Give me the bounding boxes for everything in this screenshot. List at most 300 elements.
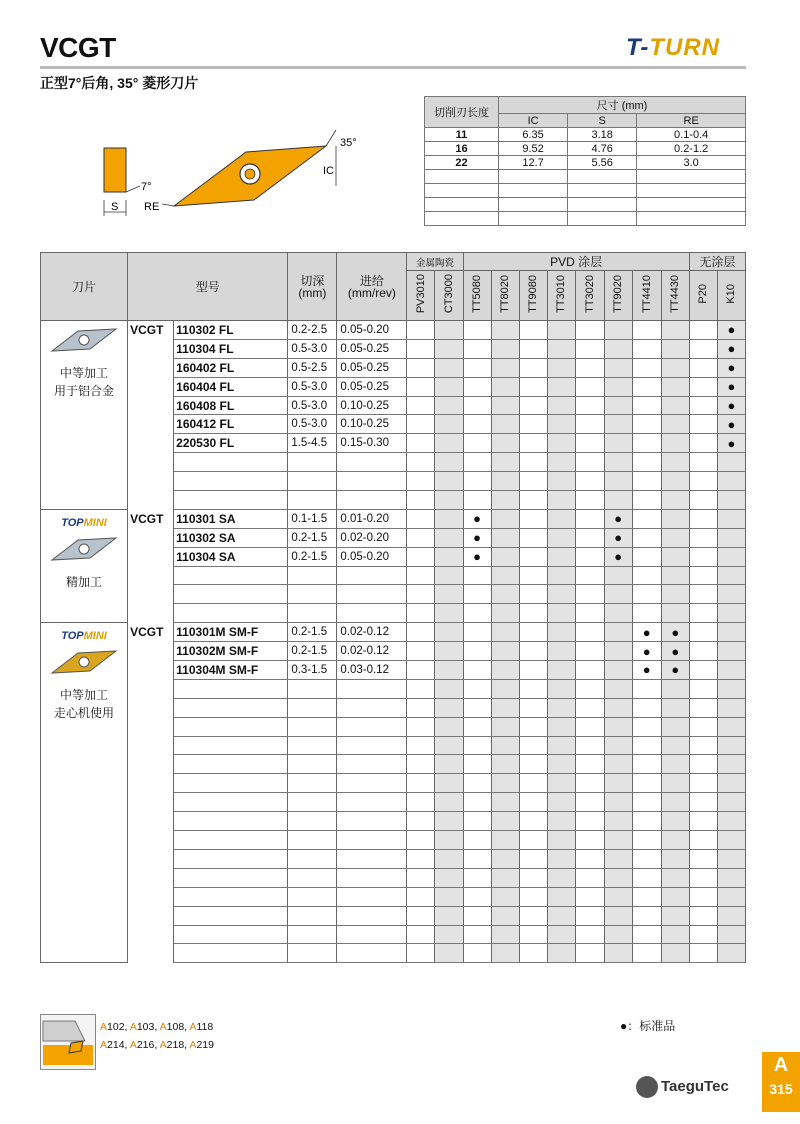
model-prefix — [128, 642, 174, 661]
grade-cell — [491, 528, 519, 547]
grade-label: TT9080 — [527, 275, 540, 313]
grade-cell — [491, 642, 519, 661]
category-label-1: 中等加工 — [60, 366, 109, 380]
dim-s: 4.76 — [568, 142, 637, 156]
grade-cell — [575, 528, 604, 547]
model-code: 110302M SM-F — [174, 642, 288, 661]
grade-cell — [407, 434, 435, 453]
toolholder-thumbnail — [40, 1014, 96, 1070]
depth-value: 1.5-4.5 — [288, 434, 337, 453]
table-row-empty — [41, 812, 746, 831]
grade-cell — [604, 661, 632, 680]
grade-cell — [689, 528, 717, 547]
grade-cell — [519, 377, 547, 396]
table-row — [41, 434, 746, 453]
grade-cell — [435, 547, 463, 566]
ref-letter: A — [129, 1021, 137, 1033]
grade-cell — [575, 396, 604, 415]
grade-cell — [575, 339, 604, 358]
model-code: 110304 SA — [174, 547, 288, 566]
depth-value: 0.5-3.0 — [288, 377, 337, 396]
grade-cell — [604, 642, 632, 661]
model-prefix — [128, 358, 174, 377]
grade-cell — [407, 377, 435, 396]
table-row-empty — [41, 849, 746, 868]
table-row-empty — [41, 566, 746, 585]
ref-letter: A — [159, 1021, 167, 1033]
depth-value: 0.2-1.5 — [288, 547, 337, 566]
grade-cell — [717, 509, 745, 528]
grade-cell — [717, 661, 745, 680]
grade-cell — [689, 509, 717, 528]
grade-cell — [632, 339, 661, 358]
table-row — [41, 396, 746, 415]
grade-cell — [632, 396, 661, 415]
table-row-empty — [41, 717, 746, 736]
table-row — [41, 509, 746, 528]
dim-row — [425, 128, 746, 142]
grade-cell — [547, 377, 575, 396]
model-code: 110301M SM-F — [174, 623, 288, 642]
grade-header — [435, 271, 463, 321]
model-prefix — [128, 377, 174, 396]
grade-cell — [435, 661, 463, 680]
grade-cell — [717, 528, 745, 547]
grade-cell — [689, 642, 717, 661]
dim-edge: 11 — [425, 128, 499, 142]
company-logo — [636, 1076, 729, 1098]
title-divider — [40, 66, 746, 69]
grade-label: TT9020 — [612, 275, 625, 313]
table-row-empty — [41, 906, 746, 925]
grade-cell — [435, 339, 463, 358]
table-row — [41, 661, 746, 680]
grade-cell — [463, 434, 491, 453]
insert-photo — [41, 534, 127, 569]
grade-label: TT5080 — [471, 275, 484, 313]
grade-cell — [463, 339, 491, 358]
grade-cell — [491, 434, 519, 453]
grade-cell — [407, 528, 435, 547]
table-row-empty — [41, 925, 746, 944]
dim-row-empty — [425, 184, 746, 198]
grade-cell — [661, 434, 689, 453]
insert-photo — [41, 647, 127, 682]
header-model: 型号 — [128, 253, 288, 321]
model-code: 110302 FL — [174, 321, 288, 340]
table-row-empty — [41, 585, 746, 604]
dim-ic: 6.35 — [499, 128, 568, 142]
grade-label: TT4410 — [640, 275, 653, 313]
header-depth: 切深 (mm) — [288, 253, 337, 321]
grade-cell — [604, 434, 632, 453]
feed-value: 0.10-0.25 — [337, 415, 407, 434]
label-s: S — [111, 201, 119, 213]
depth-value: 0.2-2.5 — [288, 321, 337, 340]
dim-header-re: RE — [637, 114, 746, 128]
label-ic: IC — [323, 165, 334, 177]
grade-cell — [519, 509, 547, 528]
model-prefix — [128, 547, 174, 566]
grade-cell: ● — [717, 396, 745, 415]
dim-row — [425, 156, 746, 170]
grade-cell — [575, 623, 604, 642]
grade-cell — [632, 377, 661, 396]
grade-cell — [604, 377, 632, 396]
ref-letter: A — [159, 1039, 167, 1051]
table-row — [41, 547, 746, 566]
ref-number: 118 — [196, 1021, 214, 1033]
grade-cell — [661, 547, 689, 566]
feed-value: 0.02-0.12 — [337, 642, 407, 661]
grade-cell — [519, 661, 547, 680]
grade-cell: ● — [632, 661, 661, 680]
grade-cell — [435, 377, 463, 396]
header-pvd: PVD 涂层 — [463, 253, 689, 271]
grade-header — [604, 271, 632, 321]
feed-value: 0.15-0.30 — [337, 434, 407, 453]
grade-cell — [407, 661, 435, 680]
grade-cell — [689, 434, 717, 453]
grade-cell — [661, 396, 689, 415]
grade-cell — [519, 528, 547, 547]
dim-edge: 22 — [425, 156, 499, 170]
table-row-empty — [41, 944, 746, 963]
ref-letter: A — [189, 1021, 197, 1033]
grade-cell — [519, 321, 547, 340]
dim-ic: 9.52 — [499, 142, 568, 156]
ref-line-2: A214, A216, A218, A219 — [100, 1039, 214, 1051]
grade-label: CT3000 — [443, 274, 455, 314]
grade-cell: ● — [463, 547, 491, 566]
grade-cell — [717, 623, 745, 642]
model-prefix: VCGT — [128, 623, 174, 642]
grade-cell — [575, 377, 604, 396]
model-code: 160412 FL — [174, 415, 288, 434]
table-row-empty — [41, 491, 746, 510]
table-row-empty — [41, 793, 746, 812]
dim-header-ic: IC — [499, 114, 568, 128]
grade-header — [491, 271, 519, 321]
grade-cell — [632, 358, 661, 377]
grade-cell — [491, 661, 519, 680]
grade-label: TT8020 — [499, 275, 512, 313]
grade-cell — [717, 642, 745, 661]
table-row-empty — [41, 472, 746, 491]
dim-header-size: 尺寸 (mm) — [499, 97, 746, 114]
brand-logo — [626, 34, 720, 62]
grade-cell — [632, 415, 661, 434]
grade-cell — [463, 623, 491, 642]
table-row-empty — [41, 604, 746, 623]
depth-value: 0.2-1.5 — [288, 528, 337, 547]
grade-cell — [435, 415, 463, 434]
grade-cell — [689, 623, 717, 642]
grade-cell — [491, 415, 519, 434]
dim-re: 3.0 — [637, 156, 746, 170]
grade-cell — [661, 339, 689, 358]
grade-cell — [407, 396, 435, 415]
grade-cell — [604, 396, 632, 415]
grade-header — [661, 271, 689, 321]
page-number: 315 — [769, 1081, 793, 1097]
grade-cell — [491, 339, 519, 358]
model-prefix — [128, 396, 174, 415]
grade-cell — [547, 661, 575, 680]
grade-cell: ● — [463, 528, 491, 547]
grade-cell: ● — [463, 509, 491, 528]
label-side-angle: 7° — [141, 181, 152, 193]
header-insert: 刀片 — [41, 253, 128, 321]
table-row-empty — [41, 774, 746, 793]
dim-row-empty — [425, 212, 746, 226]
grade-cell — [547, 623, 575, 642]
feed-value: 0.05-0.20 — [337, 321, 407, 340]
grade-cell — [689, 415, 717, 434]
model-prefix — [128, 339, 174, 358]
grade-cell — [575, 415, 604, 434]
grade-cell — [519, 358, 547, 377]
grade-cell: ● — [717, 339, 745, 358]
feed-value: 0.05-0.25 — [337, 339, 407, 358]
ref-letter: A — [100, 1039, 108, 1051]
table-row-empty — [41, 679, 746, 698]
dim-s: 3.18 — [568, 128, 637, 142]
grade-cell: ● — [717, 434, 745, 453]
table-row-empty — [41, 831, 746, 850]
grade-cell — [661, 528, 689, 547]
grade-cell — [519, 623, 547, 642]
grade-cell — [661, 358, 689, 377]
grade-cell — [435, 642, 463, 661]
dim-s: 5.56 — [568, 156, 637, 170]
grade-cell — [407, 415, 435, 434]
feed-value: 0.01-0.20 — [337, 509, 407, 528]
model-prefix — [128, 528, 174, 547]
dim-row — [425, 142, 746, 156]
topmini-badge: TOPMINI — [61, 630, 107, 643]
dim-header-edge: 切削刃长度 — [425, 97, 499, 128]
model-code: 110301 SA — [174, 509, 288, 528]
table-row-empty — [41, 868, 746, 887]
grade-cell — [519, 434, 547, 453]
ref-number: 219 — [196, 1039, 214, 1051]
insert-geometry-diagram — [96, 124, 366, 224]
grade-cell — [661, 377, 689, 396]
category-label-1: 中等加工 — [60, 688, 109, 703]
grade-cell — [547, 642, 575, 661]
feed-value: 0.02-0.20 — [337, 528, 407, 547]
model-prefix: VCGT — [128, 509, 174, 528]
depth-value: 0.3-1.5 — [288, 661, 337, 680]
grade-cell — [463, 377, 491, 396]
label-re: RE — [144, 201, 160, 213]
grade-cell — [575, 661, 604, 680]
model-prefix — [128, 434, 174, 453]
grade-label: P20 — [697, 284, 710, 304]
grade-cell — [689, 321, 717, 340]
toolholder-references — [100, 1018, 214, 1054]
grade-cell — [435, 509, 463, 528]
grade-cell — [407, 358, 435, 377]
depth-value: 0.5-3.0 — [288, 339, 337, 358]
table-row — [41, 528, 746, 547]
grade-cell — [463, 358, 491, 377]
dimensions-table — [424, 96, 746, 226]
depth-value: 0.2-1.5 — [288, 642, 337, 661]
grade-cell — [661, 509, 689, 528]
grade-label: TT3010 — [555, 275, 568, 313]
grade-cell — [604, 321, 632, 340]
grade-cell — [575, 321, 604, 340]
grade-cell: ● — [604, 528, 632, 547]
ref-number: 103 — [136, 1021, 155, 1033]
company-name: TaeguTec — [661, 1077, 729, 1095]
dim-edge: 16 — [425, 142, 499, 156]
grade-cell — [463, 396, 491, 415]
grade-cell — [435, 528, 463, 547]
ref-number: 102 — [107, 1021, 125, 1033]
model-code: 110302 SA — [174, 528, 288, 547]
grade-cell — [491, 623, 519, 642]
grade-cell — [519, 396, 547, 415]
ref-letter: A — [100, 1021, 108, 1033]
insert-category — [41, 623, 128, 963]
grade-cell — [435, 434, 463, 453]
table-row — [41, 358, 746, 377]
table-row-empty — [41, 755, 746, 774]
model-prefix — [128, 415, 174, 434]
grade-header — [407, 271, 435, 321]
grade-cell — [407, 623, 435, 642]
ref-number: 216 — [136, 1039, 155, 1051]
grade-cell — [661, 321, 689, 340]
grade-cell — [491, 358, 519, 377]
ref-letter: A — [189, 1039, 197, 1051]
grade-cell — [632, 434, 661, 453]
grade-cell — [689, 396, 717, 415]
grade-header — [547, 271, 575, 321]
table-row — [41, 623, 746, 642]
grade-cell — [632, 547, 661, 566]
grade-cell: ● — [632, 623, 661, 642]
grade-cell: ● — [661, 623, 689, 642]
model-prefix — [128, 661, 174, 680]
grade-cell: ● — [632, 642, 661, 661]
ref-number: 108 — [166, 1021, 185, 1033]
table-row — [41, 339, 746, 358]
grade-cell — [689, 661, 717, 680]
ref-number: 214 — [107, 1039, 125, 1051]
insert-photo — [41, 325, 127, 360]
table-row — [41, 377, 746, 396]
insert-category — [41, 509, 128, 622]
page-tab — [762, 1052, 800, 1112]
grade-header — [717, 271, 745, 321]
grade-cell — [547, 358, 575, 377]
grade-cell — [519, 547, 547, 566]
model-code: 160408 FL — [174, 396, 288, 415]
grade-label: TT4430 — [669, 275, 682, 313]
dim-re: 0.2-1.2 — [637, 142, 746, 156]
model-code: 160404 FL — [174, 377, 288, 396]
depth-value: 0.5-3.0 — [288, 415, 337, 434]
page-title: VCGT — [40, 32, 116, 63]
grade-table — [40, 252, 746, 963]
grade-header — [632, 271, 661, 321]
header-uncoated: 无涂层 — [689, 253, 745, 271]
topmini-badge: TOPMINI — [61, 516, 107, 529]
grade-cell — [604, 339, 632, 358]
grade-header — [689, 271, 717, 321]
feed-value: 0.05-0.25 — [337, 377, 407, 396]
grade-cell — [547, 528, 575, 547]
table-row-empty — [41, 453, 746, 472]
grade-cell — [407, 547, 435, 566]
grade-cell — [575, 434, 604, 453]
grade-cell: ● — [717, 377, 745, 396]
grade-cell — [604, 415, 632, 434]
grade-label: PV3010 — [414, 274, 427, 314]
depth-value: 0.5-2.5 — [288, 358, 337, 377]
model-code: 220530 FL — [174, 434, 288, 453]
table-row — [41, 415, 746, 434]
grade-cell: ● — [604, 547, 632, 566]
ref-line-1: A102, A103, A108, A118 — [100, 1021, 214, 1033]
company-logo-icon — [636, 1076, 658, 1098]
feed-value: 0.03-0.12 — [337, 661, 407, 680]
dim-re: 0.1-0.4 — [637, 128, 746, 142]
grade-cell — [491, 321, 519, 340]
grade-cell — [689, 339, 717, 358]
side-view-shape — [104, 148, 126, 192]
table-row — [41, 321, 746, 340]
grade-cell — [435, 321, 463, 340]
grade-cell — [407, 339, 435, 358]
grade-header — [463, 271, 491, 321]
grade-cell — [575, 358, 604, 377]
grade-cell — [547, 547, 575, 566]
grade-cell — [632, 321, 661, 340]
grade-cell — [547, 434, 575, 453]
grade-cell — [435, 358, 463, 377]
category-label-2: 用于铝合金 — [54, 384, 115, 398]
dim-header-s: S — [568, 114, 637, 128]
grade-label: TT3020 — [583, 275, 596, 313]
grade-cell — [435, 623, 463, 642]
table-row-empty — [41, 736, 746, 755]
grade-cell — [463, 661, 491, 680]
brand-logo-part2: TURN — [649, 34, 720, 61]
grade-cell — [547, 415, 575, 434]
grade-cell — [604, 623, 632, 642]
table-row-empty — [41, 698, 746, 717]
grade-cell — [661, 415, 689, 434]
ref-letter: A — [129, 1039, 137, 1051]
dim-row-empty — [425, 170, 746, 184]
grade-cell: ● — [717, 358, 745, 377]
table-row — [41, 642, 746, 661]
header-cermet: 金属陶瓷 — [407, 253, 463, 271]
grade-cell: ● — [717, 321, 745, 340]
insert-category — [41, 321, 128, 510]
feed-value: 0.05-0.25 — [337, 358, 407, 377]
grade-cell — [491, 547, 519, 566]
depth-value: 0.5-3.0 — [288, 396, 337, 415]
grade-cell — [519, 415, 547, 434]
legend: ●：标准品 — [620, 1019, 676, 1033]
grade-cell — [407, 321, 435, 340]
